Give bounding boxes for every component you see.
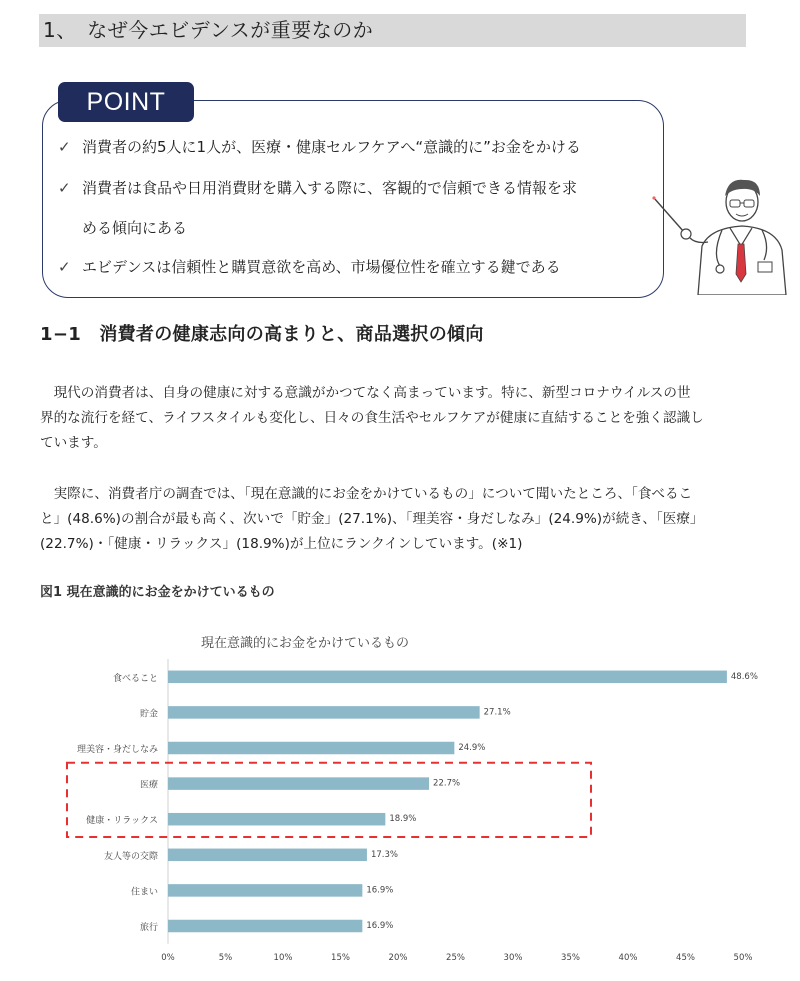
category-label: 医療 xyxy=(139,780,158,791)
category-label: 健康・リラックス xyxy=(86,816,158,827)
bar-chart xyxy=(55,625,775,977)
x-tick-label: 35% xyxy=(561,952,580,963)
x-tick-label: 15% xyxy=(331,952,350,963)
x-tick-label: 25% xyxy=(446,952,465,963)
bar xyxy=(168,884,362,897)
x-tick-label: 20% xyxy=(388,952,408,963)
category-label: 友人等の交際 xyxy=(103,851,158,862)
data-label: 24.9% xyxy=(458,743,486,753)
subsection-title: 1−1 消費者の健康志向の高まりと、商品選択の傾向 xyxy=(40,324,484,345)
point-item xyxy=(58,136,581,157)
category-label: 住まい xyxy=(130,887,158,898)
bar xyxy=(168,706,480,719)
bar xyxy=(168,813,385,826)
data-label: 16.9% xyxy=(366,921,394,931)
check-icon: ✓ xyxy=(58,179,71,197)
paragraph xyxy=(40,381,750,456)
check-icon: ✓ xyxy=(58,258,71,276)
paragraph-line: 実際に、消費者庁の調査では、「現在意識的にお金をかけているもの」について聞いたところ、「食べるこ xyxy=(40,486,693,502)
point-item-continuation: める傾向にある xyxy=(82,219,188,237)
paragraph-line: (22.7%)・「健康・リラックス」(18.9%)が上位にランクインしています。(※1) xyxy=(40,536,523,552)
chart-title: 現在意識的にお金をかけているもの xyxy=(200,636,410,651)
x-tick-label: 40% xyxy=(618,952,638,963)
category-label: 貯金 xyxy=(139,709,158,720)
category-label: 理美容・身だしなみ xyxy=(76,745,158,755)
doctor-illustration xyxy=(650,170,790,295)
point-item-text: 消費者の約5人に1人が、医療・健康セルフケアへ“意識的に”お金をかける xyxy=(82,138,581,156)
paragraph-line: 現代の消費者は、自身の健康に対する意識がかつてなく高まっています。特に、新型コロナウイルスの世 xyxy=(40,385,691,401)
data-label: 22.7% xyxy=(433,778,461,789)
paragraph xyxy=(40,482,750,557)
paragraph-line: ています。 xyxy=(40,435,107,451)
x-tick-label: 50% xyxy=(733,952,753,963)
bar xyxy=(168,742,454,755)
x-tick-label: 0% xyxy=(161,952,175,963)
category-label: 旅行 xyxy=(139,923,158,933)
x-tick-label: 30% xyxy=(503,952,523,963)
x-tick-label: 5% xyxy=(218,952,233,963)
bar xyxy=(168,777,429,790)
x-tick-label: 45% xyxy=(676,952,695,963)
bar xyxy=(168,849,367,862)
data-label: 48.6% xyxy=(730,671,758,682)
section-title: 1、 なぜ今エビデンスが重要なのか xyxy=(39,14,746,47)
data-label: 17.3% xyxy=(370,849,398,860)
bar xyxy=(168,671,727,684)
point-label: POINT xyxy=(58,82,194,122)
category-label: 食べること xyxy=(112,673,158,684)
point-item xyxy=(58,256,561,277)
bar xyxy=(168,920,362,933)
data-label: 16.9% xyxy=(366,885,394,896)
paragraph-line: と」(48.6%)の割合が最も高く、次いで「貯金」(27.1%)、「理美容・身だしなみ」(24.9%)が続き、「医療」 xyxy=(40,511,704,527)
figure-caption: 図1 現在意識的にお金をかけているもの xyxy=(40,585,275,600)
data-label: 18.9% xyxy=(389,814,417,825)
paragraph-line: 界的な流行を経て、ライフスタイルも変化し、日々の食生活やセルフケアが健康に直結することを強く認識し xyxy=(40,410,704,426)
data-label: 27.1% xyxy=(483,707,511,718)
x-tick-label: 10% xyxy=(273,952,293,963)
point-item-text: 消費者は食品や日用消費財を購入する際に、客観的で信頼できる情報を求 xyxy=(82,179,578,197)
point-item-text: エビデンスは信頼性と購買意欲を高め、市場優位性を確立する鍵である xyxy=(82,258,561,276)
check-icon: ✓ xyxy=(58,138,71,156)
point-item xyxy=(58,177,577,198)
